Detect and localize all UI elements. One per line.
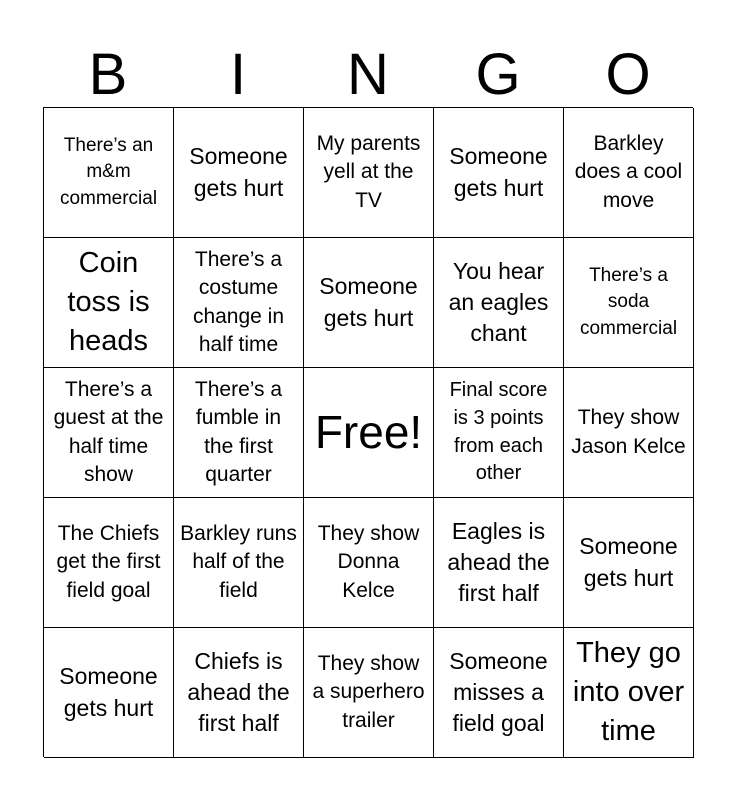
bingo-cell-r5-c3[interactable] xyxy=(304,628,434,758)
header-letter-b: B xyxy=(88,42,128,107)
bingo-cell-r1-c5[interactable] xyxy=(564,108,694,238)
bingo-cell-r2-c1[interactable] xyxy=(44,238,174,368)
bingo-cell-text: Someone gets hurt xyxy=(579,533,678,591)
bingo-cell-text: Someone gets hurt xyxy=(59,663,158,721)
bingo-cell-text: There’s a soda commercial xyxy=(579,265,678,339)
bingo-cell-text: My parents yell at the TV xyxy=(316,131,421,212)
header-letter-o: O xyxy=(605,42,651,107)
bingo-cell-text: They show Donna Kelce xyxy=(317,521,420,602)
free-space-label: Free! xyxy=(314,406,423,459)
bingo-cell-r4-c4[interactable] xyxy=(434,498,564,628)
header-letter-i: I xyxy=(229,42,247,107)
bingo-cell-text: There’s an m&m commercial xyxy=(59,135,158,209)
bingo-cell-text: Someone misses a field goal xyxy=(449,647,548,737)
bingo-cell-text: They show a superhero trailer xyxy=(312,651,425,732)
bingo-cell-r4-c1[interactable] xyxy=(44,498,174,628)
bingo-cell-r1-c2[interactable] xyxy=(174,108,304,238)
bingo-cell-r3-c2[interactable] xyxy=(174,368,304,498)
bingo-cell-r4-c3[interactable] xyxy=(304,498,434,628)
bingo-cell-r5-c1[interactable] xyxy=(44,628,174,758)
bingo-cell-text: They show Jason Kelce xyxy=(571,406,686,458)
bingo-cell-text: Coin toss is heads xyxy=(67,246,150,358)
bingo-cell-text: Someone gets hurt xyxy=(189,143,288,201)
header-letter-n: N xyxy=(347,42,389,107)
bingo-cell-r5-c2[interactable] xyxy=(174,628,304,758)
bingo-board xyxy=(43,107,693,757)
bingo-cell-r5-c4[interactable] xyxy=(434,628,564,758)
bingo-cell-text: Eagles is ahead the first half xyxy=(447,517,550,607)
bingo-cell-r1-c4[interactable] xyxy=(434,108,564,238)
bingo-cell-text: Barkley runs half of the field xyxy=(180,521,297,602)
header-letter-g: G xyxy=(475,42,521,107)
bingo-cell-r4-c2[interactable] xyxy=(174,498,304,628)
bingo-cell-free[interactable] xyxy=(304,368,434,498)
bingo-cell-r5-c5[interactable] xyxy=(564,628,694,758)
bingo-cell-r4-c5[interactable] xyxy=(564,498,694,628)
bingo-cell-r2-c2[interactable] xyxy=(174,238,304,368)
bingo-cell-r2-c5[interactable] xyxy=(564,238,694,368)
bingo-cell-text: There’s a fumble in the first quarter xyxy=(194,377,283,486)
bingo-cell-text: Someone gets hurt xyxy=(449,143,548,201)
bingo-cell-r3-c5[interactable] xyxy=(564,368,694,498)
bingo-cell-text: Chiefs is ahead the first half xyxy=(187,647,290,737)
bingo-cell-r2-c4[interactable] xyxy=(434,238,564,368)
bingo-cell-text: You hear an eagles chant xyxy=(448,257,549,347)
bingo-cell-text: Someone gets hurt xyxy=(319,273,418,331)
bingo-cell-text: They go into over time xyxy=(572,636,685,748)
bingo-header xyxy=(43,42,693,108)
bingo-cell-r1-c3[interactable] xyxy=(304,108,434,238)
bingo-cell-r1-c1[interactable] xyxy=(44,108,174,238)
bingo-cell-text: The Chiefs get the first field goal xyxy=(56,521,161,602)
bingo-cell-text: Barkley does a cool move xyxy=(574,131,683,212)
bingo-cell-text: There’s a costume change in half time xyxy=(192,247,285,356)
bingo-cell-text: There’s a guest at the half time show xyxy=(53,377,164,486)
bingo-cell-text: Final score is 3 points from each other xyxy=(449,379,548,485)
bingo-cell-r3-c4[interactable] xyxy=(434,368,564,498)
bingo-cell-r3-c1[interactable] xyxy=(44,368,174,498)
bingo-cell-r2-c3[interactable] xyxy=(304,238,434,368)
